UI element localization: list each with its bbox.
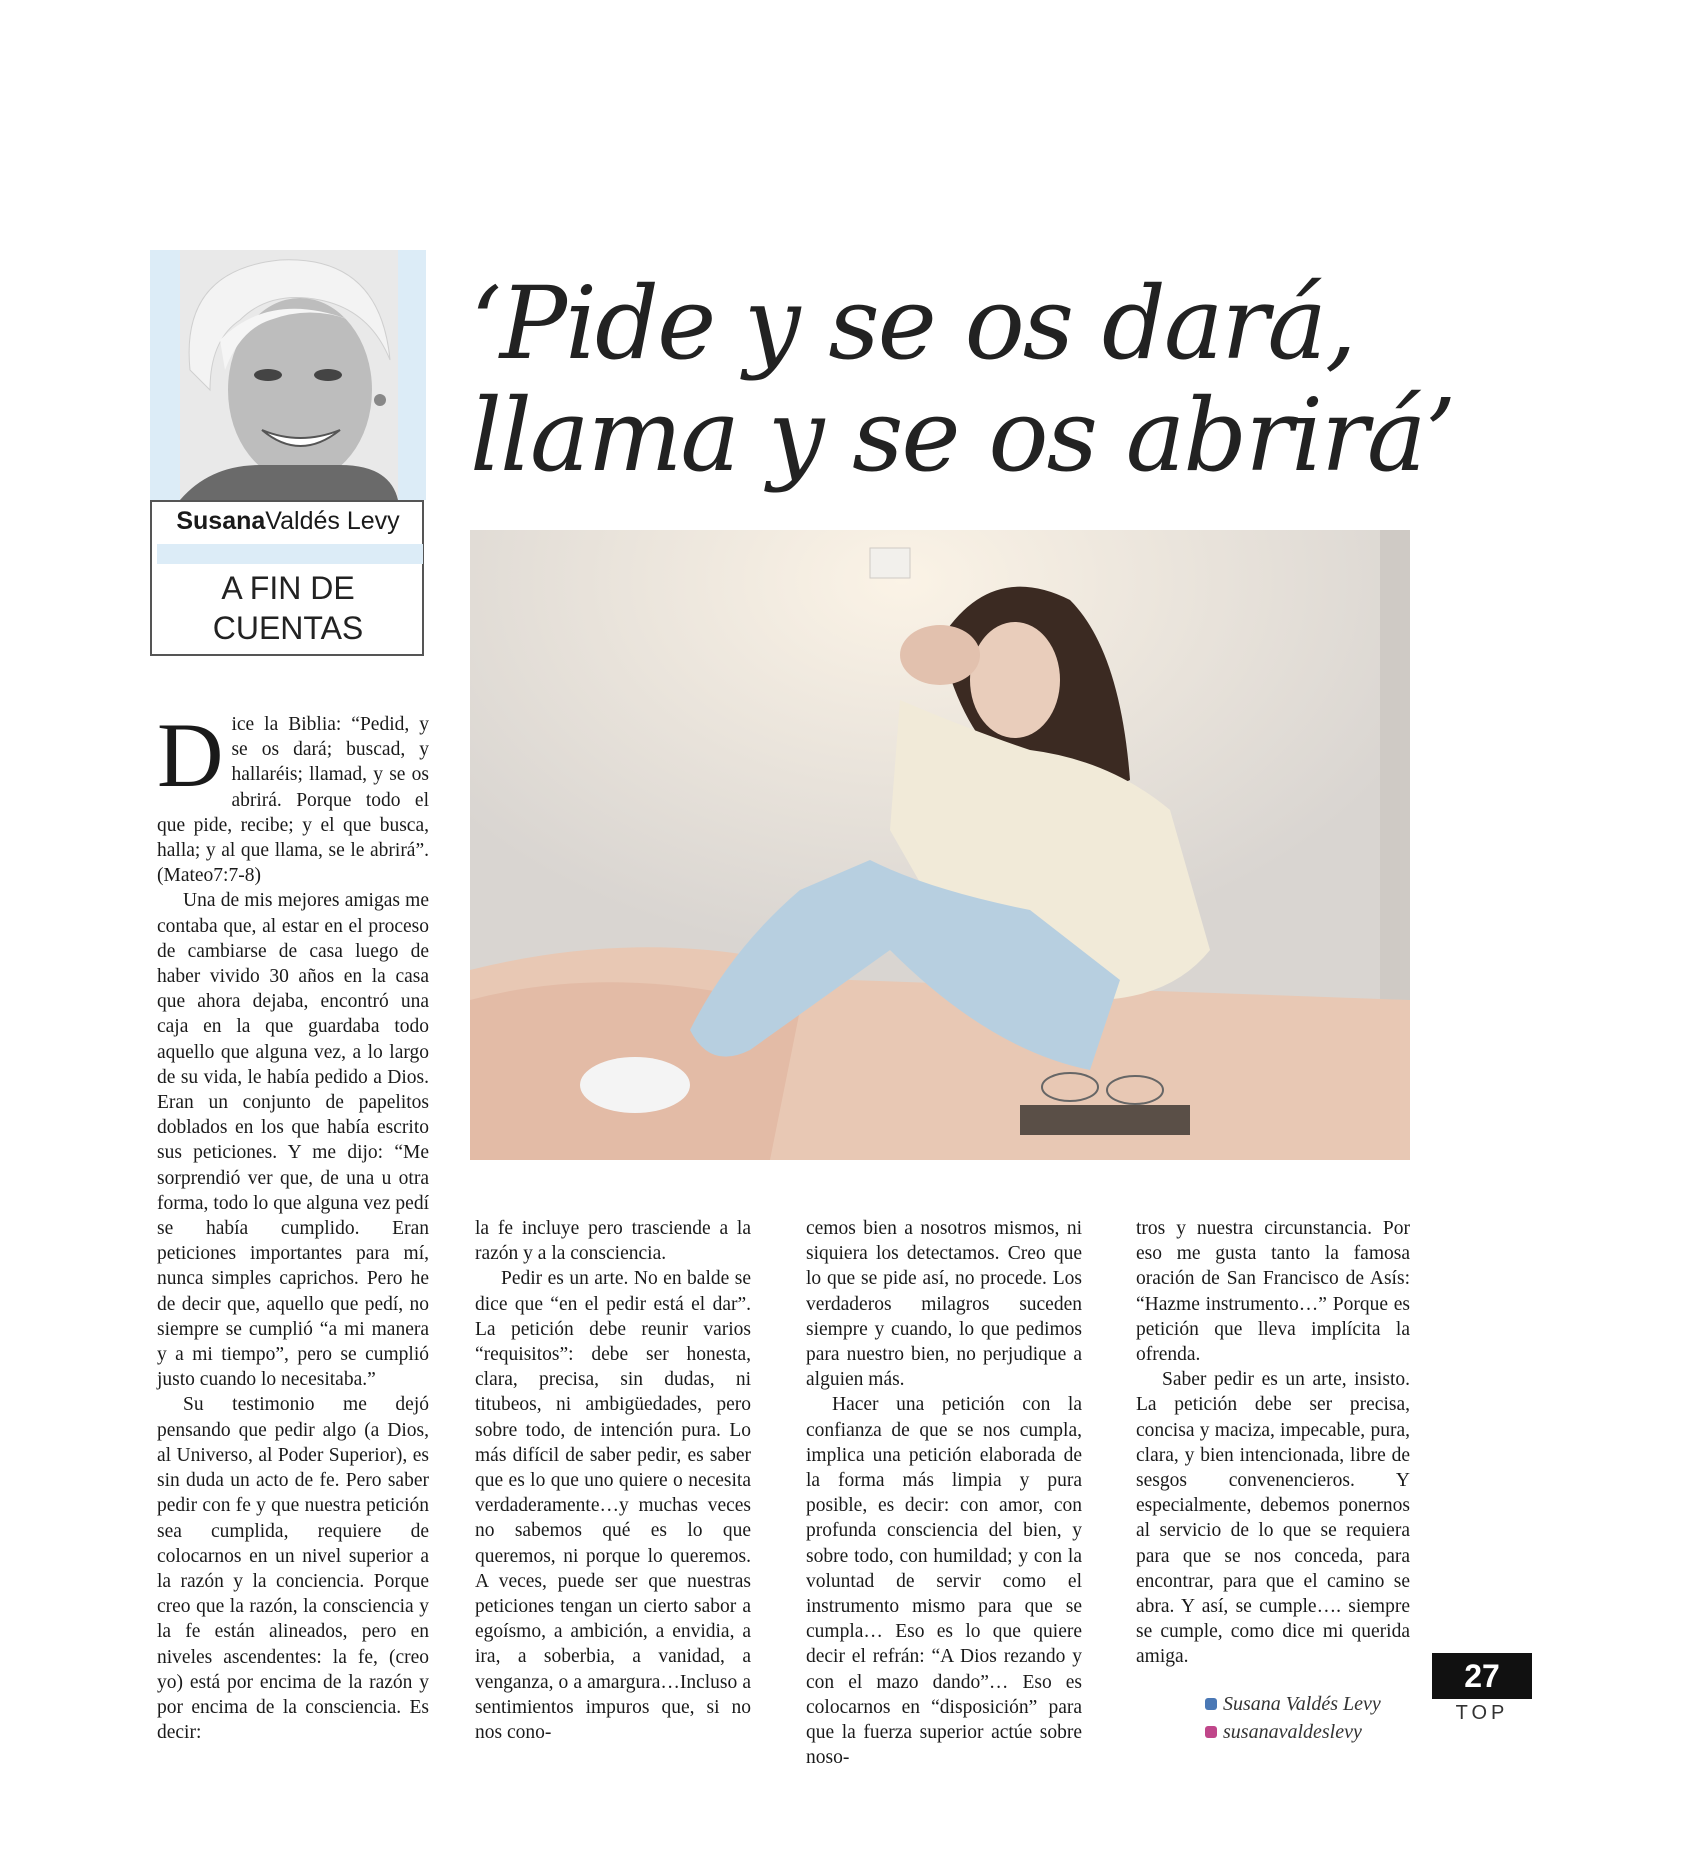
author-signature xyxy=(1205,1690,1381,1746)
facebook-handle: Susana Valdés Levy xyxy=(1223,1693,1381,1715)
headline-line1: ‘Pide y se os dará, xyxy=(470,265,1355,382)
instagram-handle-row xyxy=(1205,1718,1381,1746)
publication-name: TOP xyxy=(1455,1702,1509,1724)
author-band xyxy=(157,544,423,564)
article-paragraph: Saber pedir es un arte, insisto. La petición debe ser precisa, concisa y maciza, impecable, pura, clara, y bien intencionada, libre de sesgos convenencieros. Y especialmente, debemos ponernos al servicio de lo que se requiera para que se nos conceda, para encontrar, para que el camino se abra. Y así, se cumple…. siempre se cumple, como dice mi querida amiga. xyxy=(1136,1369,1410,1668)
paragraph-text: ice la Biblia: “Pedid, y se os dará; buscad, y hallaréis; llamad, y se os abrirá. Porque todo el que pide, recibe; y el que busca, halla; y al que llama, se le abrirá”. (Mateo7:7-8) xyxy=(157,714,429,887)
article-column-1 xyxy=(157,704,429,1745)
article-column-2 xyxy=(475,1216,751,1745)
drop-cap: D xyxy=(157,704,224,806)
instagram-handle: susanavaldeslevy xyxy=(1223,1721,1362,1743)
author-last-name: Valdés Levy xyxy=(265,507,400,535)
article-paragraph xyxy=(157,704,429,888)
author-photo xyxy=(150,250,426,500)
article-paragraph: Una de mis mejores amigas me contaba que, al estar en el proceso de cambiarse de casa luego de haber vivido 30 años en la casa que ahora dejaba, encontró una caja en la que guardaba todo aquello que alguna vez, a lo largo de su vida, le había pedido a Dios. Eran un conjunto de papelitos doblados en los que había escrito sus peticiones. Y me dijo: “Me sorprendió ver que, de una u otra forma, todo lo que alguna vez pedí se había cumplido. Eran peticiones importantes para mí, nunca simples caprichos. Pero he de decir que, aquello que pedí, no siempre se cumplió “a mi manera y a mi tiempo”, pero se cumplió justo cuando lo necesitaba.” xyxy=(157,890,429,1391)
headline xyxy=(470,265,1470,494)
article-paragraph: tros y nuestra circunstancia. Por eso me gusta tanto la famosa oración de San Francisco de Asís: “Hazme instrumento…” Porque es petición que lleva implícita la ofrenda. xyxy=(1136,1218,1410,1366)
main-photo xyxy=(470,530,1410,1160)
column-name-line1: A FIN DE xyxy=(221,570,355,606)
author-name xyxy=(152,500,424,542)
article-paragraph: la fe incluye pero trasciende a la razón y a la consciencia. xyxy=(475,1218,751,1265)
facebook-icon xyxy=(1205,1698,1217,1710)
article-paragraph: cemos bien a nosotros mismos, ni siquiera los detectamos. Creo que lo que se pide así, no procede. Los verdaderos milagros suceden siempre y cuando, lo que pedimos para nuestro bien, no perjudique a alguien más. xyxy=(806,1218,1082,1391)
article-column-4 xyxy=(1136,1216,1410,1670)
article-column-3 xyxy=(806,1216,1082,1770)
article-paragraph: Pedir es un arte. No en balde se dice que “en el pedir está el dar”. La petición debe reunir varios “requisitos”: debe ser honesta, clara, precisa, sin dudas, ni titubeos, ni ambigüedades, pero sobre todo, de intención pura. Lo más difícil de saber pedir, es saber que es lo que uno quiere o necesita verdaderamente…y muchas veces no sabemos qué es lo que queremos, ni porque lo queremos. A veces, puede ser que nuestras peticiones tengan un cierto sabor a egoísmo, a ambición, a envidia, a ira, a soberbia, a vanidad, a venganza, o a amargura…Incluso a sentimientos impuros que, si no nos cono- xyxy=(475,1268,751,1744)
column-name-line2: CUENTAS xyxy=(212,610,364,646)
facebook-handle-row xyxy=(1205,1690,1381,1718)
page-number: 27 xyxy=(1432,1653,1532,1699)
instagram-icon xyxy=(1205,1726,1217,1738)
headline-line2: llama y se os abrirá’ xyxy=(470,377,1455,494)
author-first-name: Susana xyxy=(176,507,266,535)
column-name xyxy=(152,568,424,648)
article-paragraph: Su testimonio me dejó pensando que pedir algo (a Dios, al Universo, al Poder Superior), es sin duda un acto de fe. Pero saber pedir con fe y que nuestra petición sea cumplida, requiere de colocarnos en un nivel superior a la razón y la conciencia. Porque creo que la razón, la consciencia y la fe están alineados, pero en niveles ascendentes: la fe, (creo yo) está por encima de la razón y por encima de la consciencia. Es decir: xyxy=(157,1394,429,1744)
article-paragraph: Hacer una petición con la confianza de que se nos cumpla, implica una petición elaborada de la forma más limpia y pura posible, es decir: con amor, con profunda consciencia del bien, y sobre todo, con humildad; y con la voluntad de servir como el instrumento mismo para que se cumpla… Eso es lo que quiere decir el refrán: “A Dios rezando y con el mazo dando”… Eso es colocarnos en “disposición” para que la fuerza superior actúe sobre noso- xyxy=(806,1394,1082,1769)
